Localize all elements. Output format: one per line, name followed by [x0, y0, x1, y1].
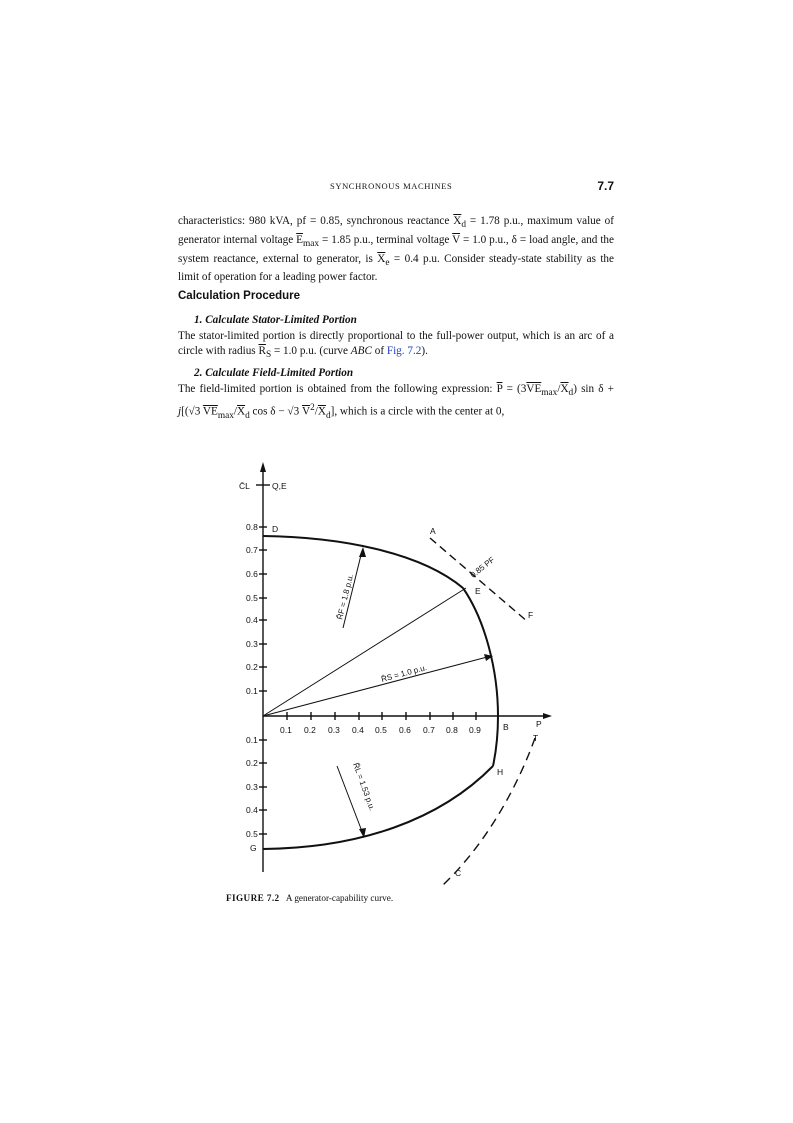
y-tick-label: 0.8 — [246, 522, 258, 532]
g-label: G — [250, 843, 257, 853]
e-label: E — [475, 586, 481, 596]
y-tick-label: 0.7 — [246, 545, 258, 555]
t-label: T — [533, 733, 539, 743]
f-label: F — [528, 610, 534, 620]
step-1-text: The stator-limited portion is directly proportional to the full-power output, which is an arc of a circle with radius $\overline{R}_S = 1.0$ p.u. (curve ABC of Fig. 7.2). — [178, 330, 614, 360]
p-axis-label: P — [536, 719, 542, 729]
running-head-title: SYNCHRONOUS MACHINES — [330, 181, 453, 191]
x-tick-label: 0.4 — [352, 725, 364, 735]
y-tick-label: 0.1 — [246, 735, 258, 745]
b-label: B — [503, 722, 509, 732]
rf-label: R̄F = 1.8 p.u. — [335, 573, 356, 621]
stability-limit-arc — [263, 766, 493, 849]
step-2-text: The field-limited portion is obtained from the following expression: $\overline{P} = (3\overline{VE}_{max}/\overline{X}_d)$ sin δ + j[(√3 $\overline{VE}_{max}/\overline{X}_d$ cos δ − √3 $\overline{V}^2/\overline{X}_d$], which is a circle with the center at 0, — [178, 383, 614, 421]
pf-line — [263, 588, 466, 716]
d-label: D — [272, 524, 279, 534]
cl-label: C̄L — [239, 481, 250, 491]
x-tick-label: 0.2 — [304, 725, 316, 735]
c-label: C — [455, 868, 462, 878]
y-tick-label: 0.3 — [246, 782, 258, 792]
x-tick-label: 0.9 — [469, 725, 481, 735]
y-tick-label: 0.4 — [246, 615, 258, 625]
y-tick-label: 0.2 — [246, 758, 258, 768]
y-tick-label: 0.5 — [246, 829, 258, 839]
qe-label: Q,E — [272, 481, 287, 491]
y-tick-label: 0.3 — [246, 639, 258, 649]
figure-caption — [226, 893, 393, 903]
line-aef — [430, 538, 528, 622]
h-label: H — [497, 767, 504, 777]
y-tick-label: 0.5 — [246, 593, 258, 603]
y-tick-label: 0.1 — [246, 686, 258, 696]
rl-label: R̄L = 1.53 p.u. — [351, 761, 377, 812]
caption-label: FIGURE 7.2 — [226, 893, 280, 903]
x-tick-label: 0.8 — [446, 725, 458, 735]
x-tick-label: 0.1 — [280, 725, 292, 735]
y-tick-label: 0.2 — [246, 662, 258, 672]
page-number: 7.7 — [597, 179, 614, 193]
section-title: Calculation Procedure — [178, 290, 301, 302]
y-tick-label: 0.4 — [246, 805, 258, 815]
field-limited-arc — [263, 536, 463, 588]
y-tick-label: 0.6 — [246, 569, 258, 579]
step-1-heading: 1. Calculate Stator-Limited Portion — [194, 314, 357, 326]
x-tick-label: 0.5 — [375, 725, 387, 735]
stator-lower-arc — [493, 716, 498, 766]
curve-thc — [443, 738, 535, 885]
a-label: A — [430, 526, 436, 536]
figure-link[interactable]: Fig. 7.2 — [386, 344, 422, 357]
caption-text: A generator-capability curve. — [285, 893, 394, 903]
rs-radius-line — [263, 656, 491, 716]
pf-label: 0.85 PF — [468, 555, 497, 580]
stator-limited-arc — [463, 588, 498, 716]
x-tick-label: 0.6 — [399, 725, 411, 735]
x-tick-label: 0.3 — [328, 725, 340, 735]
x-tick-label: 0.7 — [423, 725, 435, 735]
rs-label: R̄S = 1.0 p.u. — [380, 663, 428, 684]
intro-paragraph: characteristics: 980 kVA, pf = 0.85, synchronous reactance $\overline{X}_d = 1.78$ p.u., maximum value of generator internal voltage $\overline{E}_{max} = 1.85$ p.u., terminal voltage $\overline{V} = 1.0$ p.u., δ = load angle, and the system reactance, external to generator, is $\overline{X}_e = 0.4$ p.u. Consider steady-state stability as the limit of operation for a leading power factor. — [178, 215, 614, 284]
step-2-heading: 2. Calculate Field-Limited Portion — [194, 367, 354, 379]
